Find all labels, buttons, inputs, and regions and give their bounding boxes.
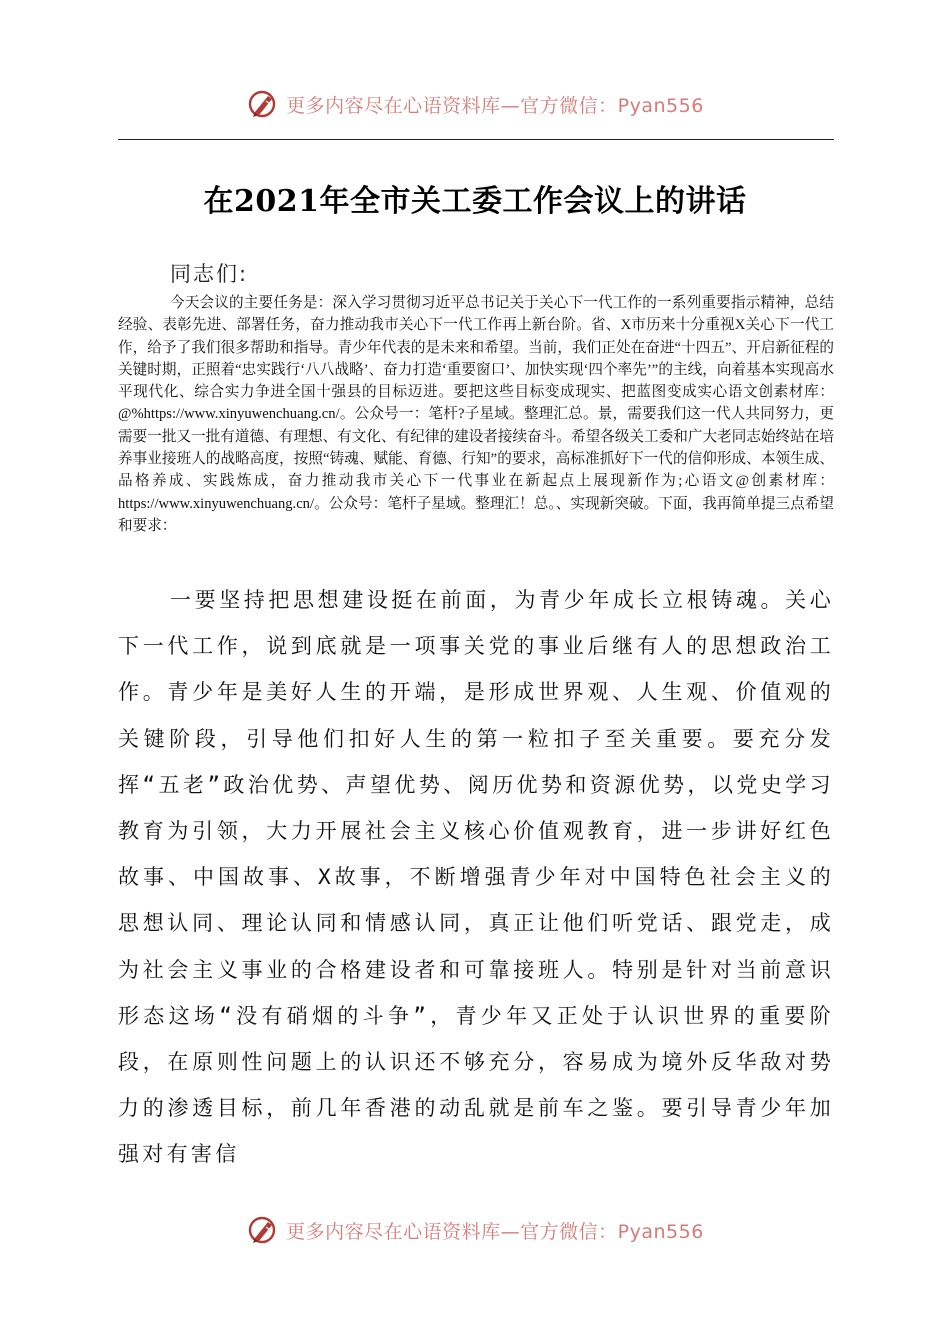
document-title: 在2021年全市关工委工作会议上的讲话 xyxy=(203,184,747,219)
header-divider xyxy=(118,139,834,140)
intro-paragraph: 今天会议的主要任务是：深入学习贯彻习近平总书记关于关心下一代工作的一系列重要指示精神，总结经验、表彰先进、部署任务，奋力推动我市关心下一代工作再上新台阶。省、X市历来十分重视X关心下一代工作，给予了我们很多帮助和指导。青少年代表的是未来和希望。当前，我们正处在奋进“十四五”、开启新征程的关键时期，正照着“忠实践行‘八八战略’、奋力打造‘重要窗口’、加快实现‘四个率先’”的主线，向着基本实现高水平现代化、综合实力争进全国十强县的目标迈进。要把这些目标变成现实、把蓝图变成实心语文创素材库：@%https://www.xinyuwenchuang.cn/。公众号一：笔杆?子星域。整理汇总。景，需要我们这一代人共同努力，更需要一批又一批有道德、有理想、有文化、有纪律的建设者接续奋斗。希望各级关工委和广大老同志始终站在培养事业接班人的战略高度，按照“铸魂、赋能、育德、行知”的要求，高标准抓好下一代的信仰形成、本领生成、品格养成、实践炼成，奋力推动我市关心下一代事业在新起点上展现新作为;心语文@创素材库：https://www.xinyuwenchuang.cn/。公众号：笔杆子星域。整理汇！总。、实现新突破。下面，我再简单提三点希望和要求： xyxy=(118,295,834,534)
footer-banner-text: 更多内容尽在心语资料库—官方微信：Pyan556 xyxy=(286,1220,704,1243)
header-banner-text: 更多内容尽在心语资料库—官方微信：Pyan556 xyxy=(286,94,704,117)
pen-logo-icon xyxy=(246,87,280,121)
header-banner xyxy=(0,84,950,124)
pen-logo-icon xyxy=(246,1213,280,1247)
footer-banner xyxy=(0,1210,950,1250)
greeting: 同志们: xyxy=(170,262,249,286)
body-paragraph: 一要坚持把思想建设挺在前面，为青少年成长立根铸魂。关心下一代工作，说到底就是一项事关党的事业后继有人的思想政治工作。青少年是美好人生的开端，是形成世界观、人生观、价值观的关键阶段，引导他们扣好人生的第一粒扣子至关重要。要充分发挥“五老”政治优势、声望优势、阅历优势和资源优势，以党史学习教育为引领，大力开展社会主义核心价值观教育，进一步讲好红色故事、中国故事、X故事，不断增强青少年对中国特色社会主义的思想认同、理论认同和情感认同，真正让他们听党话、跟党走，成为社会主义事业的合格建设者和可靠接班人。特别是针对当前意识形态这场“没有硝烟的斗争”，青少年又正处于认识世界的重要阶段，在原则性问题上的认识还不够充分，容易成为境外反华敌对势力的渗透目标，前几年香港的动乱就是前车之鉴。要引导青少年加强对有害信 xyxy=(118,588,834,1167)
